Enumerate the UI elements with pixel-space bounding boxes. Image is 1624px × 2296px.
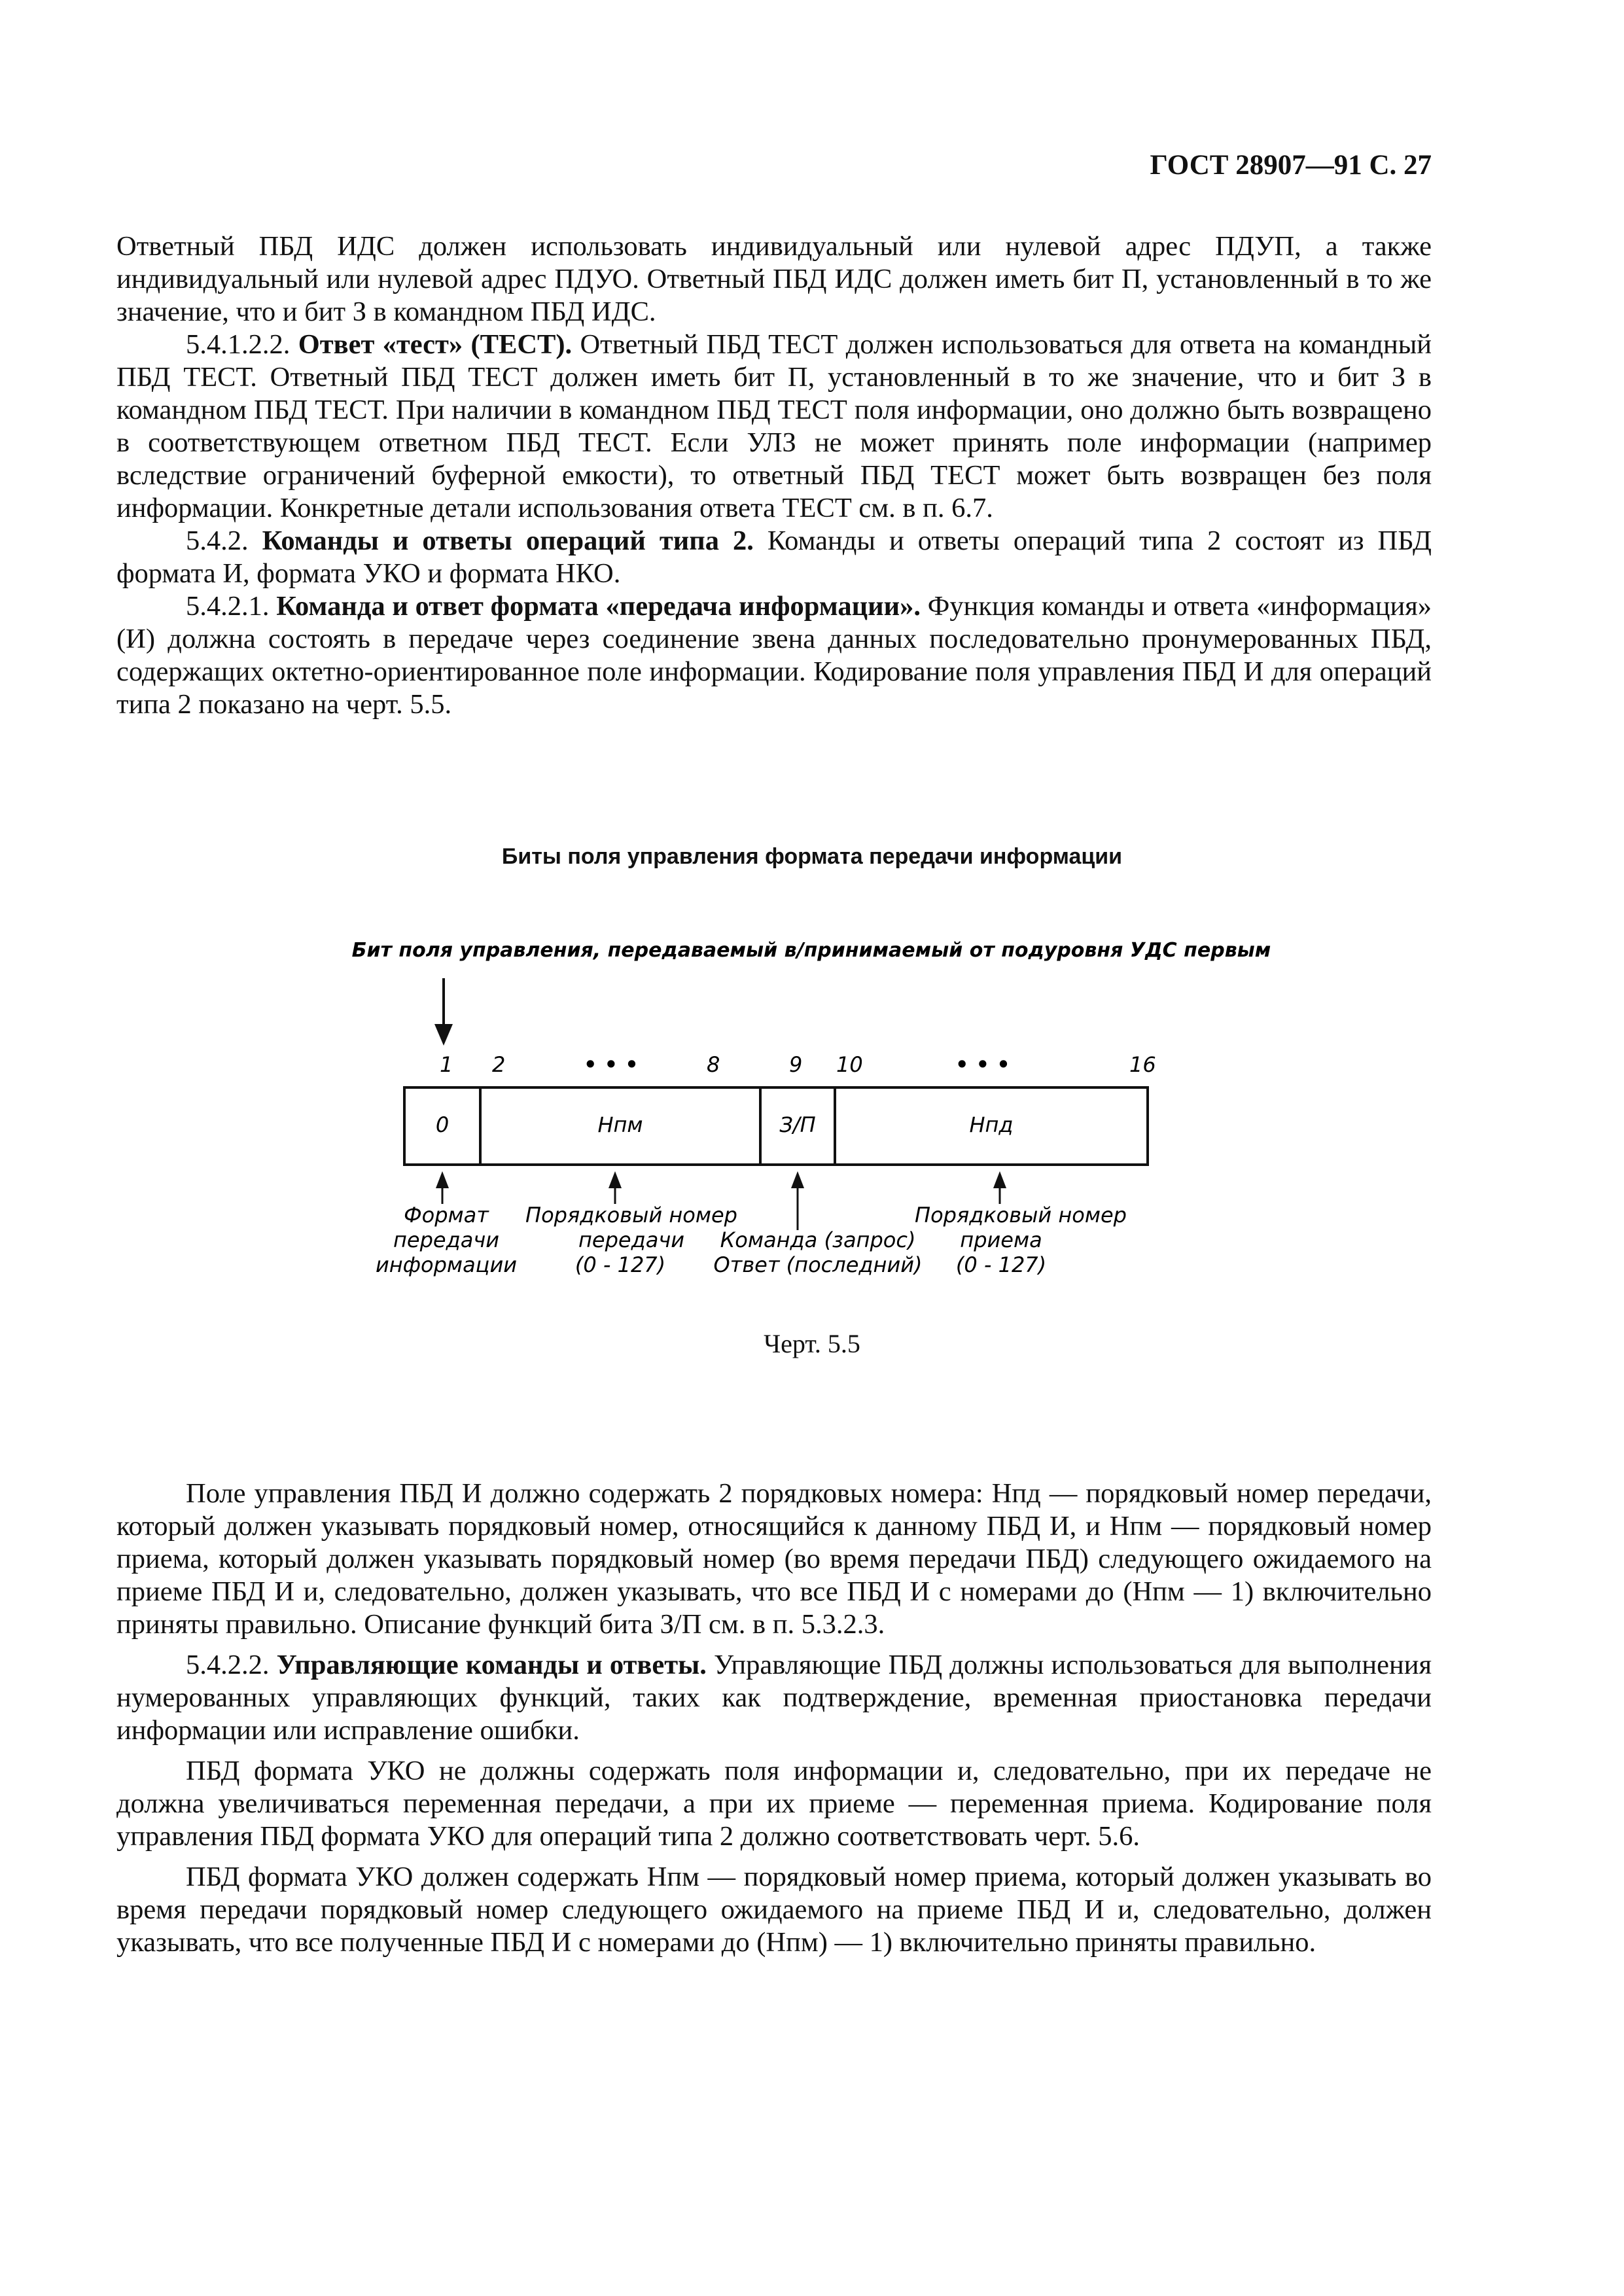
paragraph: Ответный ПБД ИДС должен использовать индивидуальный или нулевой адрес ПДУП, а также индивидуальный или нулевой адрес ПДУО. Ответный ПБД ИДС должен иметь бит П, установленный в то же значение, что и бит З в командном ПБД ИДС.: [116, 231, 1432, 327]
paragraph: [116, 590, 1432, 721]
field-npm: Нпм: [597, 1112, 643, 1137]
field-zp: З/П: [779, 1112, 816, 1137]
bit-number-10: 10: [836, 1052, 863, 1077]
bit-number-1: 1: [440, 1052, 453, 1077]
format-label-line3: информации: [375, 1252, 518, 1277]
seq-recv-label-line1: Порядковый номер: [915, 1203, 1127, 1227]
bit-number-2: 2: [492, 1052, 506, 1077]
clause-text: Управляющие ПБД должны использоваться для выполнения нумерованных управляющих функций, таких как подтверждение, временная приостановка передачи информации или исправление ошибки.: [116, 1650, 1432, 1746]
seq-send-label-line2: передачи: [578, 1227, 685, 1252]
first-bit-arrowhead: [434, 1024, 453, 1046]
clause-title: Команды и ответы операций типа 2.: [262, 525, 754, 556]
field-npd: Нпд: [969, 1112, 1014, 1137]
paragraph: ПБД формата УКО не должны содержать поля информации и, следовательно, при их передаче не должна увеличиваться переменная передачи, а при их приеме — переменная приема. Кодирование поля управления ПБД формата УКО для операций типа 2 должно соответствовать черт. 5.6.: [116, 1756, 1432, 1852]
pointer-arrowhead: [791, 1171, 804, 1188]
pointer-arrowhead: [609, 1171, 622, 1188]
format-label-line1: Формат: [404, 1203, 489, 1227]
paragraph: ПБД формата УКО должен содержать Нпм — порядковый номер приема, который должен указывать во время передачи порядковый номер следующего ожидаемого на приеме ПБД И и, следовательно, должен указывать, что все полученные ПБД И с номерами до (Нпм) — 1) включительно приняты правильно.: [116, 1862, 1432, 1958]
bit-number-8: 8: [707, 1052, 720, 1077]
clause-number: 5.4.2.: [186, 525, 249, 556]
clause-text: Функция команды и ответа «информация» (И) должна состоять в передаче через соединение звена данных последовательно пронумерованных ПБД, содержащих октетно-ориентированное поле информации. Кодирование поля управления ПБД И для операций типа 2 показано на черт. 5.5.: [116, 591, 1432, 720]
pointer-arrowhead: [436, 1171, 449, 1188]
clause-text: Ответный ПБД ТЕСТ должен использоваться для ответа на командный ПБД ТЕСТ. Ответный ПБД ТЕСТ должен иметь бит П, установленный в то же значение, что и бит З в командном ПБД ТЕСТ. При наличии в командном ПБД ТЕСТ поля информации, оно должно быть возвращено в соответствующем ответном ПБД ТЕСТ. Если УЛЗ не может принять поле информации (например вследствие ограничений буферной емкости), то ответный ПБД ТЕСТ может быть возвращен без поля информации. Конкретные детали использования ответа ТЕСТ см. в п. 6.7.: [116, 329, 1432, 523]
cmd-resp-label-line1: Команда (запрос): [720, 1227, 916, 1252]
seq-send-label-line3: (0 - 127): [574, 1252, 666, 1277]
bit-dots-1: • • •: [584, 1052, 639, 1077]
clause-number: 5.4.2.2.: [186, 1650, 270, 1680]
clause-title: Ответ «тест» (ТЕСТ).: [298, 329, 573, 360]
bit-number-9: 9: [789, 1052, 803, 1077]
field-zero: 0: [435, 1112, 450, 1137]
paragraph: [116, 525, 1432, 590]
bit-dots-2: • • •: [955, 1052, 1010, 1077]
paragraph: Поле управления ПБД И должно содержать 2 порядковых номера: Нпд — порядковый номер передачи, который должен указывать порядковый номер, относящийся к данному ПБД И, и Нпм — порядковый номер приема, который должен указывать порядковый номер (во время передачи ПБД) следующего ожидаемого на приеме ПБД И и, следовательно, должен указывать, что все ПБД И с номерами до (Нпм — 1) включительно приняты правильно. Описание функций бита З/П см. в п. 5.3.2.3.: [116, 1478, 1432, 1640]
clause-number: 5.4.2.1.: [186, 591, 270, 622]
clause-title: Управляющие команды и ответы.: [276, 1650, 707, 1680]
pointer-arrowhead: [993, 1171, 1006, 1188]
bit-numbers: [440, 1052, 1156, 1077]
control-field-diagram: [0, 916, 1624, 1309]
field-descriptions: [376, 1203, 1127, 1277]
clause-text: Команды и ответы операций типа 2 состоят из ПБД формата И, формата УКО и формата НКО.: [116, 525, 1432, 589]
field-labels: [436, 1112, 1014, 1137]
page-header: ГОСТ 28907—91 С. 27: [1150, 150, 1432, 181]
bit-number-16: 16: [1129, 1052, 1156, 1077]
seq-recv-label-line3: (0 - 127): [955, 1252, 1047, 1277]
pointer-arrowheads: [436, 1171, 1006, 1188]
field-box: [404, 1087, 1148, 1165]
figure-title: Биты поля управления формата передачи информации: [501, 844, 1123, 869]
figure-caption: Черт. 5.5: [764, 1329, 860, 1358]
bottom-text: [116, 1477, 1432, 1967]
paragraph: [116, 328, 1432, 525]
paragraph: [116, 1649, 1432, 1747]
clause-title: Команда и ответ формата «передача информации».: [276, 591, 921, 622]
seq-send-label-line1: Порядковый номер: [525, 1203, 737, 1227]
seq-recv-label-line2: приема: [960, 1227, 1042, 1252]
clause-number: 5.4.1.2.2.: [186, 329, 291, 360]
top-text: [116, 230, 1432, 721]
cmd-resp-label-line2: Ответ (последний): [713, 1252, 923, 1277]
first-bit-label: Бит поля управления, передаваемый в/принимаемый от подуровня УДС первым: [351, 939, 1271, 962]
format-label-line2: передачи: [393, 1227, 500, 1252]
